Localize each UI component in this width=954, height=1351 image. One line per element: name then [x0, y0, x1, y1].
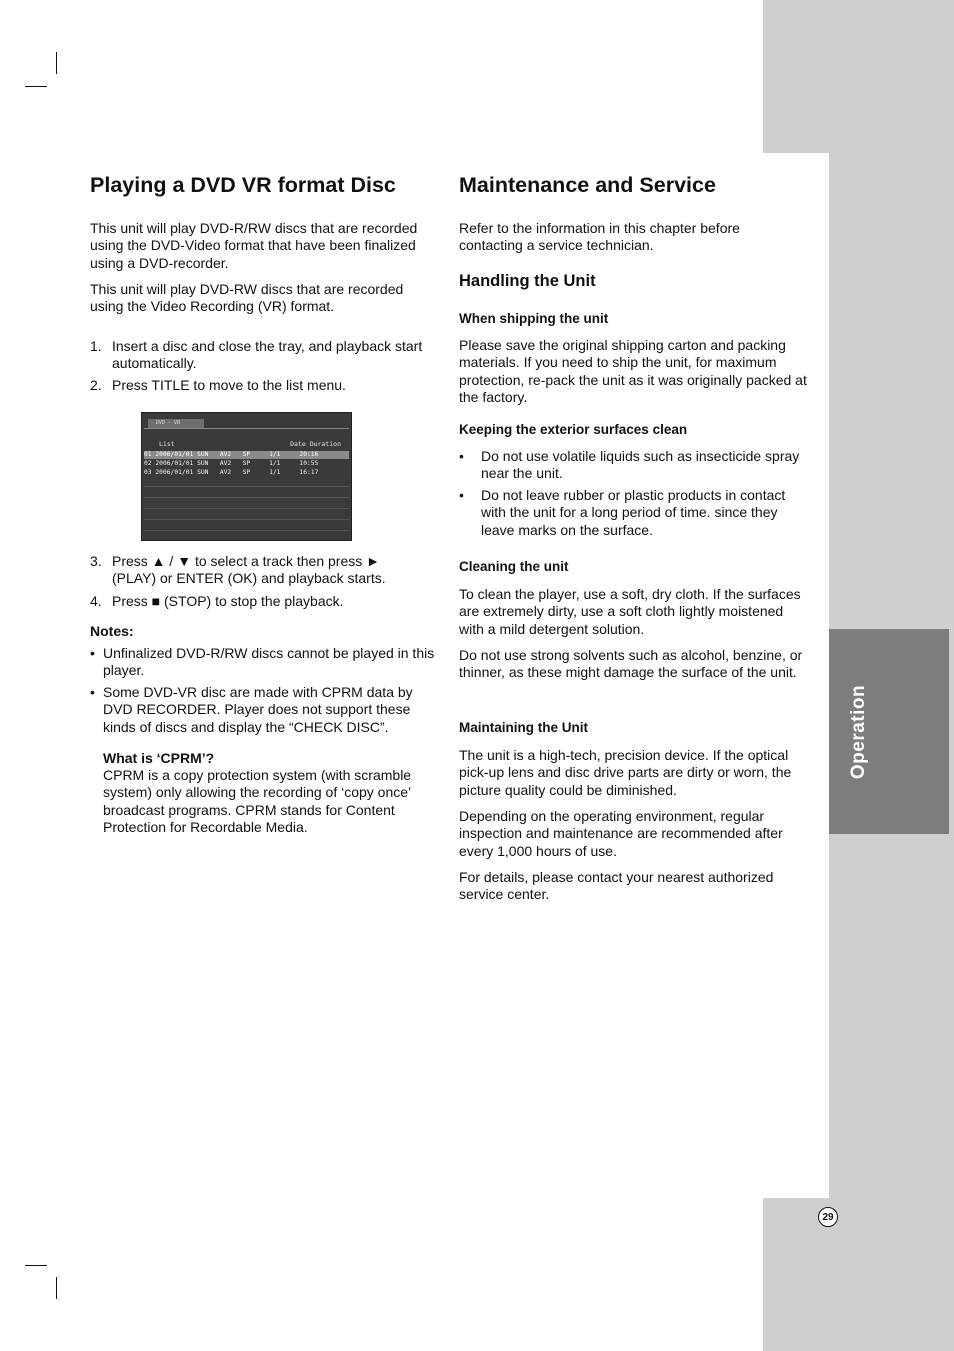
- note-2-bullet: •: [90, 684, 95, 700]
- exterior-heading: Keeping the exterior surfaces clean: [459, 422, 688, 437]
- screen-header: [144, 439, 349, 449]
- screen-row-empty: [144, 489, 349, 498]
- exterior-bullet-2-mark: •: [459, 487, 464, 503]
- crop-mark-top-vertical: [56, 52, 57, 74]
- crop-mark-top-horizontal: [25, 86, 47, 87]
- maintaining-text-1: The unit is a high-tech, precision device. If the optical pick-up lens and disc drive parts are dirty or worn, the picture quality could be diminished.: [459, 747, 792, 798]
- side-panel-top: [763, 0, 954, 153]
- shipping-text: Please save the original shipping carton and packing materials. If you need to ship the unit, for maximum protection, re-pack the unit as it was originally packed at the factory.: [459, 337, 807, 406]
- cleaning-heading: Cleaning the unit: [459, 559, 569, 574]
- step-4-number: 4.: [90, 593, 102, 609]
- crop-mark-bottom-horizontal: [25, 1265, 47, 1266]
- screen-row-3: 03 2006/01/01 SUN AV2 SP 1/1 16:17: [144, 469, 319, 476]
- cleaning-text-1: To clean the player, use a soft, dry cloth. If the surfaces are extremely dirty, use a soft cloth lightly moistened with a mild detergent solution.: [459, 586, 801, 637]
- screen-columns-label: Date Duration: [290, 440, 341, 448]
- note-2-text: Some DVD-VR disc are made with CPRM data by DVD RECORDER. Player does not support these kinds of discs and display the “CHECK DISC”.: [103, 684, 413, 735]
- page-number: 29: [818, 1207, 838, 1227]
- shipping-heading: When shipping the unit: [459, 311, 609, 326]
- maintaining-block-2: [459, 808, 799, 860]
- section-tab-label-wrap: [829, 629, 889, 834]
- screen-tab: DVD - VR: [148, 419, 204, 428]
- side-panel-bottom: [763, 1198, 954, 1351]
- exterior-bullet-2-text: Do not leave rubber or plastic products in contact with the unit for a long period of time. since they leave marks on the surface.: [481, 487, 786, 538]
- step-4-text: Press ■ (STOP) to stop the playback.: [112, 593, 344, 609]
- shipping-block: [459, 337, 809, 407]
- maintaining-block-1: [459, 747, 806, 799]
- dvd-vr-list-screen: [141, 412, 352, 541]
- right-intro-text: Refer to the information in this chapter before contacting a service technician.: [459, 220, 740, 254]
- screen-row-1: 01 2006/01/01 SUN AV2 SP 1/1 20:16: [144, 451, 349, 459]
- step-1-text: Insert a disc and close the tray, and playback start automatically.: [112, 338, 423, 372]
- note-1-text: Unfinalized DVD-R/RW discs cannot be played in this player.: [103, 645, 435, 679]
- screen-list-label: List: [159, 440, 175, 448]
- cprm-text: CPRM is a copy protection system (with scramble system) only allowing the recording of ‘copy once’ broadcast programs. CPRM stands for Content Protection for Recordable Media.: [103, 767, 412, 836]
- step-2-number: 2.: [90, 377, 102, 393]
- maintaining-text-2: Depending on the operating environment, regular inspection and maintenance are recommended after every 1,000 hours of use.: [459, 808, 783, 859]
- left-intro-1-text: This unit will play DVD-R/RW discs that are recorded using the DVD-Video format that have been finalized using a DVD-recorder.: [90, 220, 418, 271]
- section-tab-label: Operation: [848, 684, 870, 779]
- right-title: Maintenance and Service: [459, 173, 716, 197]
- left-intro-2-text: This unit will play DVD-RW discs that are recorded using the Video Recording (VR) format.: [90, 281, 404, 315]
- notes-heading: Notes:: [90, 623, 134, 639]
- step-3-text: Press ▲ / ▼ to select a track then press ► (PLAY) or ENTER (OK) and playback starts.: [112, 553, 386, 587]
- screen-row-empty: [144, 478, 349, 487]
- step-2-text: Press TITLE to move to the list menu.: [112, 377, 346, 393]
- left-intro-1: [90, 220, 440, 272]
- left-intro-2: [90, 281, 435, 316]
- maintaining-heading: Maintaining the Unit: [459, 720, 588, 735]
- maintaining-text-3: For details, please contact your nearest authorized service center.: [459, 869, 774, 903]
- step-1-number: 1.: [90, 338, 102, 354]
- exterior-bullet-1-text: Do not use volatile liquids such as insecticide spray near the unit.: [481, 448, 800, 482]
- screen-row-empty: [144, 500, 349, 509]
- screen-row-2: 02 2006/01/01 SUN AV2 SP 1/1 10:55: [144, 460, 319, 467]
- left-title: Playing a DVD VR format Disc: [90, 173, 396, 197]
- right-intro: [459, 220, 779, 255]
- cprm-text-block: [103, 767, 433, 837]
- note-1-bullet: •: [90, 645, 95, 661]
- screen-row-empty: [144, 511, 349, 520]
- exterior-bullet-1-mark: •: [459, 448, 464, 464]
- cleaning-block-1: [459, 586, 806, 638]
- screen-row-empty: [144, 522, 349, 531]
- cleaning-text-2: Do not use strong solvents such as alcohol, benzine, or thinner, as these might damage the surface of the unit.: [459, 647, 803, 681]
- handling-heading: Handling the Unit: [459, 272, 596, 290]
- maintaining-block-3: [459, 869, 799, 904]
- cprm-heading: What is ‘CPRM’?: [103, 750, 215, 766]
- crop-mark-bottom-vertical: [56, 1277, 57, 1299]
- cleaning-block-2: [459, 647, 804, 682]
- step-3-number: 3.: [90, 553, 102, 569]
- screen-tab-line: [144, 428, 349, 429]
